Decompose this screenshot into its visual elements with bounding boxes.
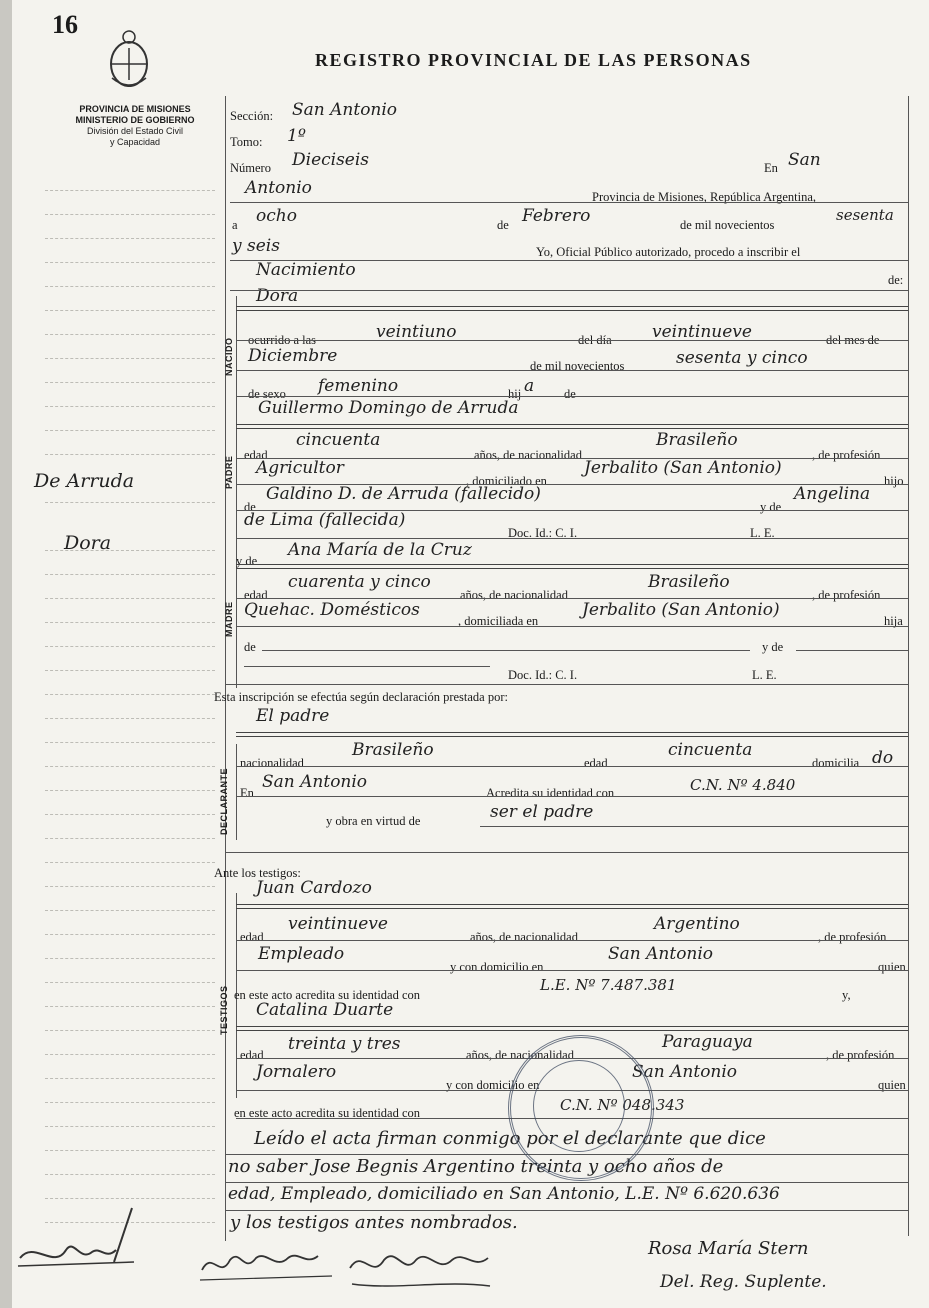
label-de: de — [497, 218, 509, 232]
value-madre-nombre: Ana María de la Cruz — [288, 540, 472, 560]
label-doc-padre: Doc. Id.: C. I. — [508, 526, 578, 540]
margin-guide — [45, 1006, 215, 1007]
label-anos-nac-t2: años, de nacionalidad — [466, 1048, 574, 1062]
margin-guide — [45, 310, 215, 311]
form-rule — [236, 396, 908, 397]
value-sexo: femenino — [318, 376, 399, 396]
label-inscripcion: Esta inscripción se efectúa según declaración prestada por: — [214, 690, 508, 704]
section-label-padre: PADRE — [224, 455, 234, 489]
value-t2-prof: Jornalero — [256, 1062, 337, 1082]
form-rule — [244, 666, 490, 667]
form-rule — [236, 598, 908, 599]
label-anos-nac: años, de nacionalidad — [474, 448, 582, 462]
label-hij: hij — [508, 387, 522, 401]
form-rule — [236, 306, 908, 311]
margin-guide — [45, 1054, 215, 1055]
margin-guide — [45, 454, 215, 455]
form-rule — [236, 796, 908, 797]
margin-guide — [45, 406, 215, 407]
label-acredita: Acredita su identidad con — [486, 786, 615, 800]
label-en-decl: En — [240, 786, 254, 800]
margin-guide — [45, 286, 215, 287]
value-t2-nac: Paraguaya — [662, 1032, 753, 1052]
label-le-madre: L. E. — [752, 668, 777, 682]
label-y-de: y de — [760, 500, 782, 514]
form-rule — [236, 564, 908, 569]
label-de-mil2: de mil novecientos — [530, 359, 625, 373]
label-domicilio-t1: y con domicilio en — [450, 960, 544, 974]
margin-guide — [45, 1102, 215, 1103]
label-anos-nac-t1: años, de nacionalidad — [470, 930, 578, 944]
label-numero: Número — [230, 161, 271, 175]
margin-guide — [45, 262, 215, 263]
frame-line — [908, 96, 909, 1236]
label-nacionalidad: nacionalidad — [240, 756, 304, 770]
label-profesion-madre: , de profesión — [812, 588, 881, 602]
margin-guide — [45, 382, 215, 383]
label-ocurrido: ocurrido a las — [248, 333, 317, 347]
label-quien-t1: quien — [878, 960, 906, 974]
value-padre-nac: Brasileño — [656, 430, 738, 450]
label-edad-padre: edad — [244, 448, 268, 462]
value-hora: veintiuno — [376, 322, 457, 342]
label-de-padre: de — [244, 500, 256, 514]
value-anio2: y seis — [232, 236, 280, 256]
form-rule — [236, 510, 908, 511]
value-padre-prof: Agricultor — [256, 458, 344, 478]
label-y-de-madre2: y de — [762, 640, 784, 654]
value-padre-dom: Jerbalito (San Antonio) — [584, 458, 782, 478]
signature-scribble-2 — [196, 1240, 336, 1290]
section-label-nacido: NACIDO — [224, 337, 234, 376]
value-madre-edad: cuarenta y cinco — [288, 572, 431, 592]
label-domicilia: domicilia — [812, 756, 860, 770]
frame-line — [236, 296, 237, 688]
ministry-line: y Capacidad — [109, 137, 161, 147]
margin-guide — [45, 430, 215, 431]
label-a: a — [232, 218, 238, 232]
label-edad-t2: edad — [240, 1048, 264, 1062]
frame-line — [225, 96, 226, 1241]
label-anos-nac-madre: años, de nacionalidad — [460, 588, 568, 602]
form-rule — [230, 290, 908, 291]
label-del-dia: del día — [578, 333, 612, 347]
value-anio1: sesenta — [836, 206, 894, 224]
closing-line-4: y los testigos antes nombrados. — [230, 1212, 518, 1233]
margin-guide — [45, 718, 215, 719]
label-y-de-madre: y de — [236, 554, 258, 568]
form-rule — [236, 1026, 908, 1031]
label-profesion-t1: , de profesión — [818, 930, 887, 944]
value-decl-dom-suffix: do — [872, 748, 894, 768]
value-t2-edad: treinta y tres — [288, 1034, 401, 1054]
form-rule — [236, 484, 908, 485]
ministry-block — [50, 104, 220, 148]
label-domiciliada: , domiciliada en — [458, 614, 539, 628]
form-rule — [236, 766, 908, 767]
value-decl-obra: ser el padre — [490, 802, 594, 822]
margin-guide — [45, 1150, 215, 1151]
label-y-t1: y, — [842, 988, 851, 1002]
margin-guide — [45, 598, 215, 599]
value-anio-nac: sesenta y cinco — [676, 348, 808, 368]
margin-guide — [45, 1030, 215, 1031]
margin-note-name: Dora — [64, 532, 112, 554]
form-rule — [236, 538, 908, 539]
ministry-line: PROVINCIA DE MISIONES — [79, 104, 191, 114]
value-declarante: El padre — [256, 706, 330, 726]
form-rule — [236, 424, 908, 429]
value-antonio: Antonio — [245, 178, 312, 198]
label-en: En — [764, 161, 778, 175]
label-edad-t1: edad — [240, 930, 264, 944]
value-mes: Febrero — [522, 206, 591, 226]
form-rule — [226, 684, 908, 685]
frame-line — [236, 744, 237, 840]
ministry-line: División del Estado Civil — [86, 126, 184, 136]
margin-guide — [45, 862, 215, 863]
margin-guide — [45, 670, 215, 671]
label-ante-testigos: Ante los testigos: — [214, 866, 301, 880]
value-nombre: Dora — [256, 286, 299, 306]
value-acto: Nacimiento — [256, 260, 356, 280]
label-seccion: Sección: — [230, 109, 274, 123]
form-rule — [226, 852, 908, 853]
binding-margin — [0, 0, 12, 1308]
value-padre-edad: cincuenta — [296, 430, 381, 450]
margin-guide — [45, 646, 215, 647]
margin-guide — [45, 982, 215, 983]
form-rule — [226, 1210, 908, 1211]
signature-scribble-3 — [344, 1240, 494, 1294]
margin-guide — [45, 214, 215, 215]
value-numero: Dieciseis — [292, 150, 370, 170]
label-domiciliado: , domiciliado en — [466, 474, 547, 488]
margin-guide — [45, 1078, 215, 1079]
form-rule — [230, 260, 908, 261]
value-decl-edad: cincuenta — [668, 740, 753, 760]
margin-guide — [45, 190, 215, 191]
form-rule — [262, 650, 750, 651]
label-profesion: , de profesión — [812, 448, 881, 462]
margin-guide — [45, 934, 215, 935]
label-sexo: de sexo — [248, 387, 286, 401]
section-label-testigos: TESTIGOS — [219, 985, 229, 1035]
margin-guide — [45, 886, 215, 887]
margin-guide — [45, 958, 215, 959]
form-rule — [236, 370, 908, 371]
margin-guide — [45, 1126, 215, 1127]
label-domicilio-t2: y con domicilio en — [446, 1078, 540, 1092]
label-en-este-acto-t1: en este acto acredita su identidad con — [234, 988, 421, 1002]
seal-inner-ring — [533, 1060, 625, 1152]
value-decl-en: San Antonio — [262, 772, 368, 792]
closing-line-3: edad, Empleado, domiciliado en San Antonio, L.E. Nº 6.620.636 — [228, 1184, 780, 1204]
section-label-declarante: DECLARANTE — [219, 768, 229, 835]
form-rule — [230, 202, 908, 203]
form-rule — [236, 904, 908, 909]
margin-guide — [45, 742, 215, 743]
margin-guide — [45, 334, 215, 335]
value-madre-nac: Brasileño — [648, 572, 730, 592]
value-hij-suffix: a — [524, 376, 535, 396]
form-rule — [236, 626, 908, 627]
label-edad-madre: edad — [244, 588, 268, 602]
closing-line-2: no saber Jose Begnis Argentino treinta y ocho años de — [228, 1156, 724, 1177]
margin-guide — [45, 766, 215, 767]
label-hija: hija — [884, 614, 903, 628]
label-provincia: Provincia de Misiones, República Argentina, — [592, 190, 817, 204]
margin-guide — [45, 358, 215, 359]
form-rule — [236, 940, 908, 941]
value-t2-doc: C.N. Nº 048.343 — [560, 1096, 685, 1114]
label-de-colon: de: — [888, 273, 904, 287]
value-abuela1: Angelina — [794, 484, 871, 504]
value-abuelo: Galdino D. de Arruda (fallecido) — [266, 484, 541, 504]
label-yo-oficial: Yo, Oficial Público autorizado, procedo a inscribir el — [536, 245, 801, 259]
value-seccion: San Antonio — [292, 100, 398, 120]
margin-guide — [45, 1174, 215, 1175]
value-madre-prof: Quehac. Domésticos — [244, 600, 420, 620]
value-tomo: 1º — [287, 126, 306, 146]
form-rule — [796, 650, 908, 651]
page-number: 16 — [52, 10, 78, 39]
margin-guide — [45, 790, 215, 791]
official-seal-stamp — [508, 1035, 654, 1181]
label-le-padre: L. E. — [750, 526, 775, 540]
form-rule — [236, 458, 908, 459]
value-mes-nac: Diciembre — [248, 346, 338, 366]
form-rule — [480, 826, 908, 827]
margin-note-surname: De Arruda — [34, 470, 135, 492]
ministry-line: MINISTERIO DE GOBIERNO — [75, 115, 195, 125]
signature-scribble-1 — [14, 1200, 144, 1280]
value-t1-dom: San Antonio — [608, 944, 714, 964]
margin-guide — [45, 502, 215, 503]
label-de-mil: de mil novecientos — [680, 218, 775, 232]
value-t2-dom: San Antonio — [632, 1062, 738, 1082]
value-dia-nac: veintinueve — [652, 322, 752, 342]
value-t1-prof: Empleado — [258, 944, 345, 964]
label-hijo: hijo — [884, 474, 904, 488]
label-tomo: Tomo: — [230, 135, 263, 149]
value-testigo2: Catalina Duarte — [256, 1000, 394, 1020]
label-profesion-t2: , de profesión — [826, 1048, 895, 1062]
label-de2: de — [564, 387, 576, 401]
margin-guide — [45, 814, 215, 815]
label-edad-decl: edad — [584, 756, 608, 770]
value-t1-nac: Argentino — [654, 914, 740, 934]
value-padre-nombre: Guillermo Domingo de Arruda — [258, 398, 519, 418]
margin-guide — [45, 910, 215, 911]
label-doc-madre: Doc. Id.: C. I. — [508, 668, 578, 682]
closing-line-1: Leído el acta firman conmigo por el declarante que dice — [254, 1128, 766, 1149]
margin-guide — [45, 838, 215, 839]
official-title: Del. Reg. Suplente. — [660, 1272, 827, 1292]
value-madre-dom: Jerbalito (San Antonio) — [582, 600, 780, 620]
value-testigo1: Juan Cardozo — [256, 878, 372, 898]
form-rule — [236, 732, 908, 737]
margin-guide — [45, 238, 215, 239]
label-en-este-acto-t2: en este acto acredita su identidad con — [234, 1106, 421, 1120]
coat-of-arms-icon — [106, 28, 152, 90]
margin-guide — [45, 622, 215, 623]
value-t1-doc: L.E. Nº 7.487.381 — [540, 976, 677, 994]
value-abuela2: de Lima (fallecida) — [244, 510, 406, 530]
form-rule — [236, 340, 908, 341]
label-quien-t2: quien — [878, 1078, 906, 1092]
form-rule — [236, 970, 908, 971]
margin-guide — [45, 574, 215, 575]
label-obra: y obra en virtud de — [326, 814, 421, 828]
label-del-mes: del mes de — [826, 333, 880, 347]
value-decl-doc: C.N. Nº 4.840 — [690, 776, 796, 794]
official-signature: Rosa María Stern — [648, 1238, 809, 1259]
value-dia: ocho — [256, 206, 297, 226]
section-label-madre: MADRE — [224, 601, 234, 637]
form-rule — [226, 1182, 908, 1183]
label-de-madre: de — [244, 640, 256, 654]
value-en: San — [788, 150, 821, 170]
value-decl-nac: Brasileño — [352, 740, 434, 760]
value-t1-edad: veintinueve — [288, 914, 388, 934]
margin-guide — [45, 694, 215, 695]
registry-title: REGISTRO PROVINCIAL DE LAS PERSONAS — [315, 50, 752, 70]
margin-guide — [45, 1198, 215, 1199]
